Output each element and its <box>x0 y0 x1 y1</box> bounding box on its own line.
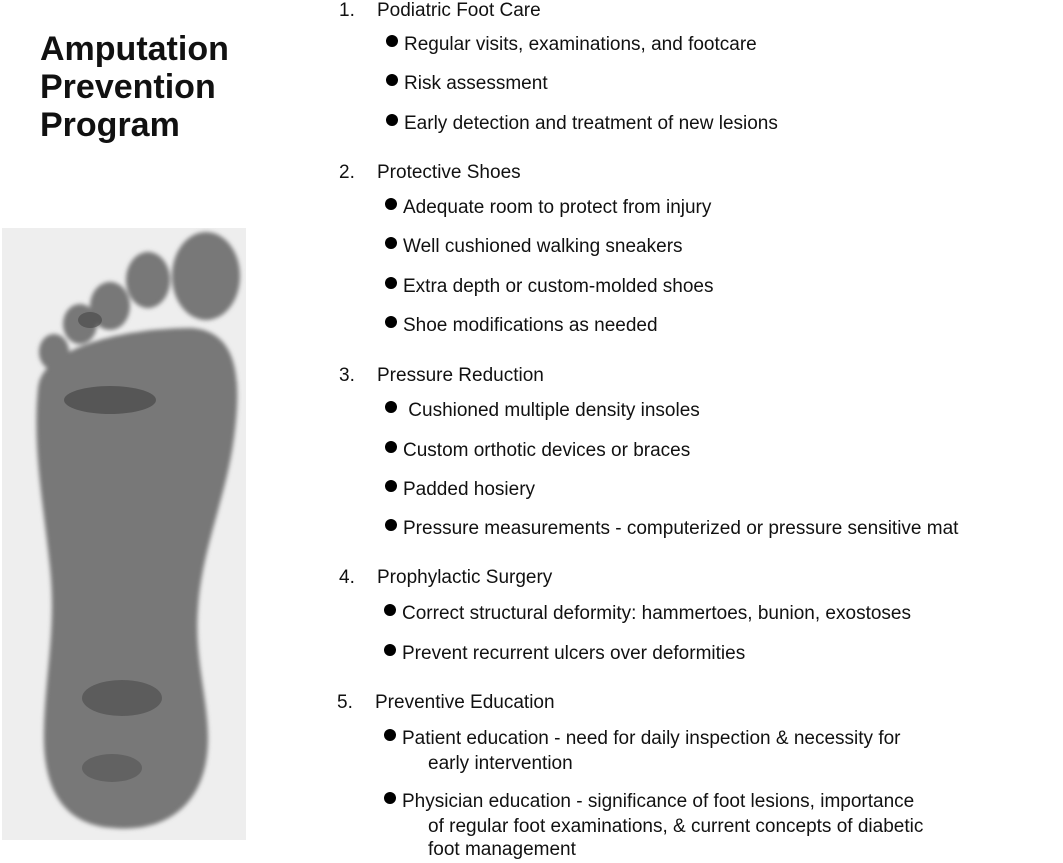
bullet-icon <box>385 277 397 289</box>
title-line-3: Program <box>40 106 180 144</box>
list-item: Extra depth or custom-molded shoes <box>385 276 714 298</box>
section-4-heading <box>339 567 552 589</box>
bullet-icon <box>386 35 398 47</box>
section-number: 1. <box>339 0 355 21</box>
bullet-icon <box>386 74 398 86</box>
section-5-heading <box>337 692 555 714</box>
list-item: Prevent recurrent ulcers over deformities <box>384 643 745 665</box>
section-title: Prophylactic Surgery <box>377 567 553 588</box>
list-item-continuation: early intervention <box>428 753 573 774</box>
list-item: Correct structural deformity: hammertoes, bunion, exostoses <box>384 603 911 625</box>
bullet-icon <box>384 644 396 656</box>
list-item: Pressure measurements - computerized or pressure sensitive mat <box>385 518 958 540</box>
bullet-icon <box>385 441 397 453</box>
bullet-icon <box>385 316 397 328</box>
list-item: Physician education - significance of foot lesions, importance <box>384 791 914 813</box>
title-line-2: Prevention <box>40 68 216 106</box>
section-number: 2. <box>339 162 355 183</box>
bullet-icon <box>384 604 396 616</box>
section-number: 3. <box>339 365 355 386</box>
bullet-icon <box>384 729 396 741</box>
list-item: Well cushioned walking sneakers <box>385 236 683 258</box>
section-title: Pressure Reduction <box>377 365 544 386</box>
list-item: Patient education - need for daily inspection & necessity for <box>384 728 901 750</box>
list-item-continuation: foot management <box>428 839 576 860</box>
section-2-heading <box>339 162 521 184</box>
section-number: 4. <box>339 567 355 588</box>
list-item: Early detection and treatment of new lesions <box>386 113 778 135</box>
bullet-icon <box>385 480 397 492</box>
section-1-heading <box>339 0 541 22</box>
bullet-icon <box>385 237 397 249</box>
bullet-icon <box>386 114 398 126</box>
list-item: Regular visits, examinations, and footcare <box>386 34 757 56</box>
list-item: Custom orthotic devices or braces <box>385 440 690 462</box>
section-number: 5. <box>337 692 353 713</box>
list-item: Cushioned multiple density insoles <box>385 400 700 422</box>
title-line-1: Amputation <box>40 30 229 68</box>
section-3-heading <box>339 365 544 387</box>
bullet-icon <box>385 401 397 413</box>
section-title: Protective Shoes <box>377 162 521 183</box>
section-title: Podiatric Foot Care <box>377 0 541 21</box>
list-item: Risk assessment <box>386 73 548 95</box>
bullet-icon <box>384 792 396 804</box>
bullet-icon <box>385 519 397 531</box>
list-item: Padded hosiery <box>385 479 535 501</box>
bullet-icon <box>385 198 397 210</box>
list-item: Adequate room to protect from injury <box>385 197 711 219</box>
list-item-continuation: of regular foot examinations, & current concepts of diabetic <box>428 816 924 837</box>
list-item: Shoe modifications as needed <box>385 315 658 337</box>
section-title: Preventive Education <box>375 692 555 713</box>
